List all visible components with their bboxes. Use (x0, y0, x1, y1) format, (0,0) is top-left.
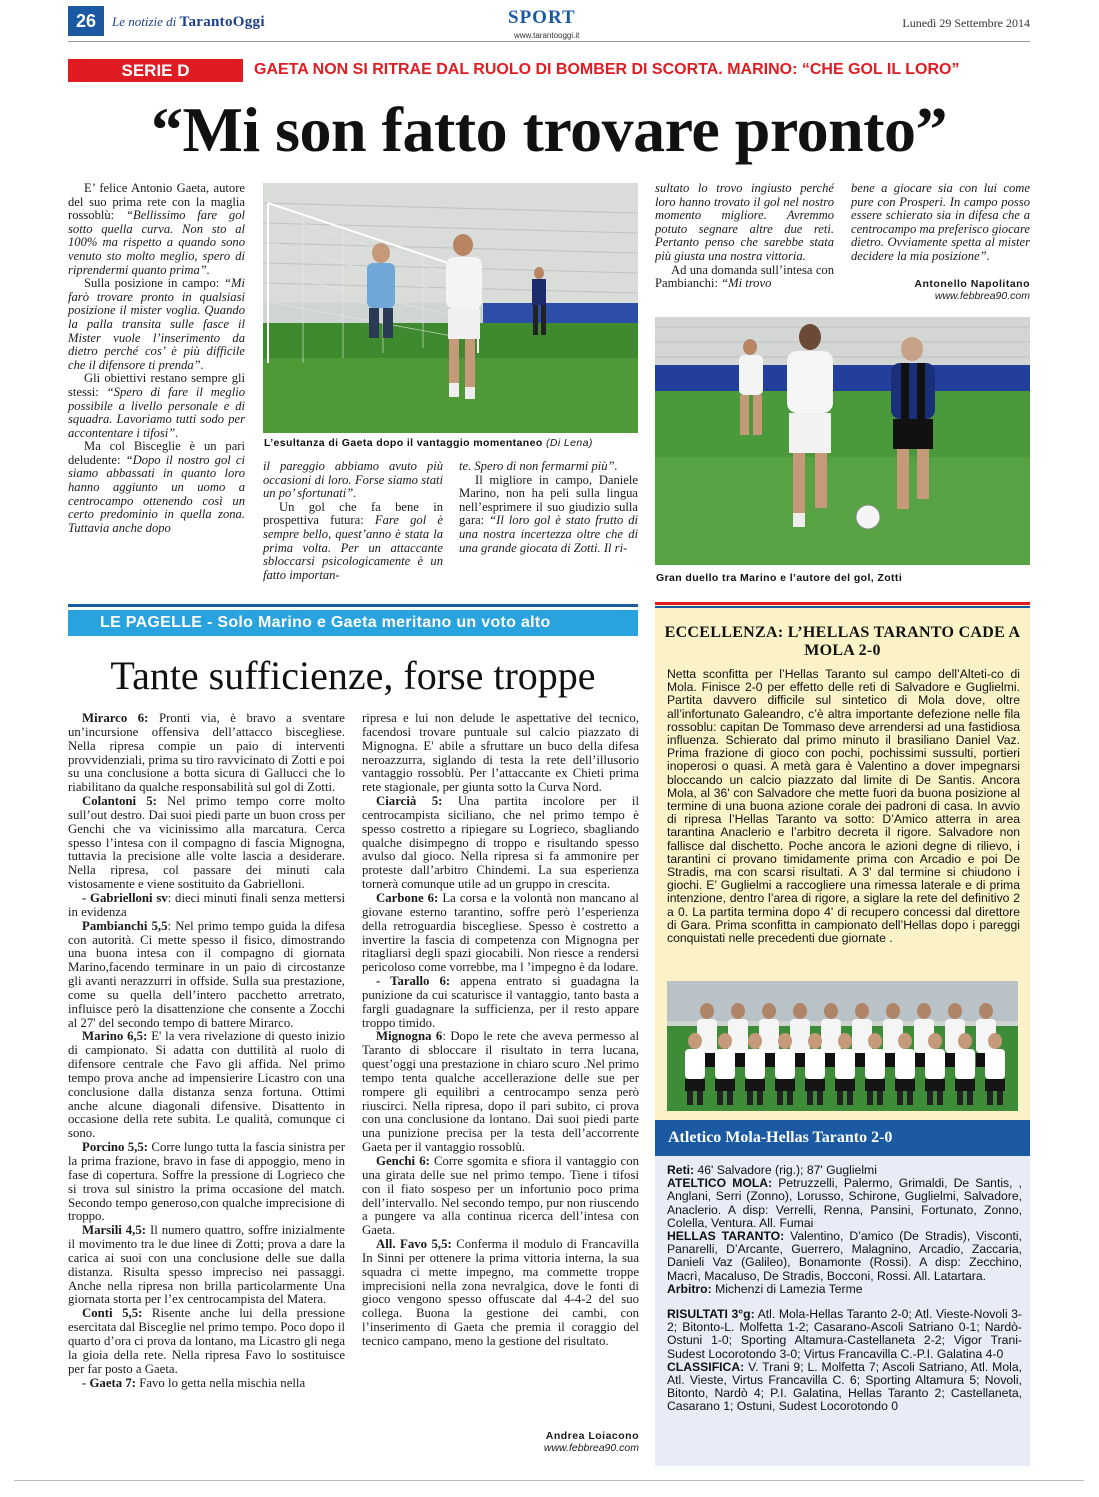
article-paragraph (459, 474, 638, 556)
classifica-text: V. Trani 9; L. Molfetta 7; Ascoli Satriano, Atl. Mola, Atl. Vieste, Virtus Francavilla C. 6; Sporting Altamura 5; Novoli, Bitonto, Nardò 4; P.I. Galatina, Hellas Taranto 2; Castellaneta, Casarano 1; Ostuni, Sudest Locorotondo 0 (667, 1359, 1022, 1414)
article-column-2 (263, 460, 443, 582)
player-rating (68, 795, 345, 892)
paragraph-text: Gli obiettivi restano sempre gli stessi: (68, 371, 245, 399)
paragraph-text: Un gol che fa bene in prospettiva futura: (263, 499, 443, 528)
match-risultati (667, 1308, 1022, 1361)
player-rating (68, 920, 345, 1031)
bottom-rule (14, 1480, 1084, 1481)
paragraph-text: Sulla posizione in campo: (84, 276, 224, 291)
player-rating (362, 712, 639, 795)
pagelle-author-site: www.febbrea90.com (543, 1442, 639, 1454)
player-comment: : Nel primo tempo guida la difesa con autorità. Ci mette spesso il fisico, dimostrando una buona intesa con il compagno di giornata Marino,facendo terminare in un paio di circostanze gli avanti nerazzurri in offside. Sulla sua prestazione, come su quella dell’intero pacchetto arretrato, influisce però la disattenzione che consente a Zocchi al 27' del secondo tempo di battere Mirarco. (68, 918, 345, 1030)
arbitro-text: Michenzi di Lamezia Terme (711, 1281, 863, 1296)
player-name: Marino 6,5: (82, 1029, 148, 1044)
player-name: Porcino 5,5: (82, 1140, 149, 1155)
sidebar-article: Netta sconfitta per l’Hellas Taranto sul campo dell’Alteti-co di Mola. Finisce 2-0 per effetto delle reti di Salvadore e Guglielmi. Partita davvero difficile sul sintetico di Mola dove, oltre all’infortunato Galeandro, c’è altra importante defezione nelle fila rossoblu: capitan De Tommaso deve arrendersi ad una fastidiosa influenza. Schierato dal primo minuto il brasiliano Daniel Vaz. Prima frazione di gioco con pochi, pochissimi sussulti, portieri inoperosi o quasi. A metà gara è Valentino a dover impegnarsi bloccando un calcio piazzato dal limite di De Santis. Ancora Mola, al 36' con Salvadore che mette fuori da buona posizione al termine di una buona azione corale dei padroni di casa. In avvio di ripresa l’Hellas Taranto va sotto: D’Amico atterra in area tarantina Anaclerio e l’arbitro decreta il rigore. Salvadore non fallisce dal dischetto. Poche ancora le azioni degne di rilievo, i tarantini ci provano timidamente prima con Arcadio e poi De Stradis, ma con scarsi risultati. A 3' dal termine si chiudono i giochi. E’ Guglielmi a raccogliere una rimessa laterale e di prima intenzione, dentro l’area di rigore, a siglare la rete del definitivo 2 a 0. La partita termina dopo 4' di recupero concessi dal direttore di Gara. Prima sconfitta in campionato dell’Hellas dopo i pareggi conquistati nelle precedenti due giornate . (667, 667, 1020, 946)
player-comment: Il numero quattro, soffre inizialmente il movimento tra le due linee di Zotti; prova a dare la carica ai suoi con una conclusione delle sue dalla distanza. Risulta spesso impreciso nei passaggi. Anche nella ripresa non brilla particolarmente Una giornata storta per l’ex centrocampista del Matera. (68, 1223, 345, 1307)
article-paragraph (851, 182, 1030, 264)
kicker-tag: SERIE D (68, 59, 243, 82)
player-rating (362, 1155, 639, 1238)
player-rating (362, 975, 639, 1030)
match-hellas (667, 1230, 1022, 1283)
player-comment: Favo lo getta nella mischia nella (136, 1375, 306, 1390)
pagelle-author: Andrea Loiacono (545, 1430, 639, 1442)
player-rating (68, 1377, 345, 1391)
masthead-brand (112, 14, 265, 31)
player-comment: ripresa e lui non delude le aspettative del tecnico, facendosi trovare puntuale sul calcio piazzato di Mignogna. E' abile a sfruttare un buco della difesa neroazzurra, siglando di testa la rete dell’illusorio vantaggio rossoblù. Per l’attaccante ex Chieti prima rete stagionale, per giunta sotto la Curva Nord. (362, 711, 639, 795)
paragraph-quote: te. Spero di non fermarmi più”. (459, 459, 618, 473)
match-bar: Atletico Mola-Hellas Taranto 2-0 (655, 1120, 1030, 1156)
player-name: Marsili 4,5: (82, 1223, 147, 1238)
reti-label: Reti: (667, 1163, 695, 1177)
pagelle-title: Tante sufficienze, forse troppe (110, 653, 596, 698)
brand-name: TarantoOggi (179, 14, 265, 30)
mola-text: Petruzzelli, Palermo, Grimaldi, De Santis, , Anglani, Serri (Zonno), Lorusso, Schirone, Guglielmi, Salvadore, Anaclerio. A disp: Verrelli, Renna, Pansini, Fortunato, Zonno, Colella, Ventura. All. Fumai (667, 1176, 1022, 1230)
hellas-text: Valentino, D’amico (De Stradis), Visconti, Panarelli, D’Arcante, Guerrero, Malagnino, Arcadio, Zaccaria, Danieli Vaz (Galileo), Bonamonte (Rossi). A disp: Zecchino, Macrì, Macaluso, De Stradis, Bocconi, Rossi. All. Latartara. (667, 1229, 1022, 1283)
mola-label: ATELTICO MOLA: (667, 1176, 773, 1191)
paragraph-text: Ma col Bisceglie è un pari deludente: (68, 439, 245, 467)
article-paragraph (459, 460, 638, 474)
player-rating (68, 1030, 345, 1141)
player-comment: La corsa e la volontà non mancano al giovane esterno tarantino, soffre però l’esperienza della retroguardia biscegliese. Spesso è costretto a invertire la fascia di competenza con Mignogna per ritagliarsi degli spazi giocabili. Non riesce a rendersi pericoloso come vorrebbe, ma l ’impegno è da lodare. (362, 890, 639, 975)
pagelle-column-right (362, 712, 639, 1349)
paragraph-quote: bene a giocare sia con lui come pure con Prosperi. In campo posso essere schierato sia in difesa che a centrocampo ma preferisco giocare dietro. Ovviamente spetta al mister decidere la mia posizione”. (851, 181, 1030, 263)
team-photo-image (667, 981, 1018, 1111)
player-name: Carbone 6: (376, 890, 439, 905)
article-paragraph (68, 440, 245, 535)
player-comment: Pronti via, è bravo a sventare un’incursione offensiva dell’attacco biscegliese. Nella ripresa compie un paio di interventi provvidenziali, prima su tiro ravvicinato di Zotti e poi su una conclusione a botta sicura di Gallucci che lo riabilitano da qualche responsabilità sul gol di Zotti. (68, 711, 345, 795)
player-rating (362, 1238, 639, 1349)
sidebar-title: ECCELLENZA: L’HELLAS TARANTO CADE A MOLA 2-0 (664, 624, 1021, 659)
match-mola (667, 1177, 1022, 1230)
article-paragraph (655, 182, 834, 264)
headline: “Mi son fatto trovare pronto” (150, 94, 948, 165)
player-comment: : Dopo le rete che aveva permesso al Taranto di sbloccare il risultato in terra lucana, quest’oggi una prestazione in chiaro scuro .Nel primo tempo tenta qualche accellerazione delle sue per rompere gli equilibri a centrocampo senza però riuscirci. Nella ripresa, dopo il pari subito, ci prova con una conclusione da lontano. Dai suoi piedi parte una punizione precisa per la testa dell’accorrente Gaeta per il vantaggio rossoblù. (362, 1029, 639, 1155)
article-paragraph (655, 264, 834, 291)
player-comment: Una partita incolore per il centrocampista siciliano, che nel primo tempo è spesso costretto a ripiegare su Logrieco, sbagliando qualche disimpegno di troppo e risultando spesso avulso dal gioco. Nella ripresa si fa ammonire per proteste dall’arbitro Chindemi. La sua esperienza tornerà comunque utile ad un gruppo in crescita. (362, 794, 639, 892)
player-name: - Gaeta 7: (82, 1375, 137, 1390)
risultati-text: Atl. Mola-Hellas Taranto 2-0; Atl. Vieste-Novoli 3-2; Bitonto-L. Molfetta 1-2; Casarano-Ascoli Satriano 0-1; Nardò-Ostuni 1-0; Sporting Altamura-Castellaneta 2-2; Vigor Trani-Sudest Locorotondo 3-0; Virtus Francavilla C.-P.I. Galatina 4-0 (667, 1307, 1022, 1361)
article-paragraph (68, 372, 245, 440)
team-photo (667, 981, 1018, 1111)
player-rating (362, 795, 639, 892)
player-rating (68, 712, 345, 795)
photo-gaeta-image (263, 183, 638, 433)
arbitro-label: Arbitro: (667, 1281, 712, 1296)
sidebar-rule-blue (655, 606, 1030, 608)
article-paragraph (263, 501, 443, 583)
match-arbitro (667, 1283, 1022, 1296)
brand-prefix: Le notizie di (112, 14, 177, 29)
player-name: All. Favo 5,5: (376, 1237, 452, 1252)
article-column-1 (68, 182, 245, 535)
player-comment: E' la vera rivelazione di questo inizio di campionato. Si adatta con duttilità al ruolo di difensore centrale che Favo gli affida. Nel primo tempo prova anche ad impensierire Licastro con una conclusione dalla distanza senza fortuna. Ottimi anche alcune diagonali difensive. Disattento in occasione della rete subita. Le qualità, comunque ci sono. (68, 1029, 346, 1141)
article-column-5 (851, 182, 1030, 264)
match-details (667, 1164, 1022, 1414)
paragraph-quote: “Spero di fare il meglio possibile a livello personale e di squadra. Lavoriamo tutti sodo per accontentare i tifosi”. (68, 384, 245, 440)
paragraph-quote: Fare gol è sempre bello, quest’anno è stata la prima volta. Per un attaccante sbloccarsi psicologicamente è un fatto importan- (263, 513, 443, 582)
page-number: 26 (68, 6, 104, 36)
classifica-label: CLASSIFICA: (667, 1359, 745, 1374)
site-url: www.tarantooggi.it (514, 31, 580, 40)
player-name: Genchi 6: (376, 1154, 430, 1168)
reti-text: 46' Salvadore (rig.); 87' Guglielmi (694, 1163, 877, 1177)
paragraph-quote: sultato lo trovo ingiusto perché loro hanno trovato il gol nel nostro momento migliore. Avremmo potuto segnare altre due reti. Pertanto penso che sarebbe stata più giusta una nostra vittoria. (655, 181, 834, 263)
player-comment: appena entrato si guadagna la punizione da cui scaturisce il vantaggio, tanto basta a fargli guadagnare la sufficienza, per il resto appare troppo timido. (362, 974, 640, 1030)
player-name: - Gabrielloni sv (82, 890, 168, 905)
article-column-3 (459, 460, 638, 555)
issue-date: Lunedì 29 Settembre 2014 (902, 16, 1030, 30)
section-title: SPORT (508, 7, 576, 28)
article-paragraph (68, 182, 245, 277)
photo-marino-zotti-duel (655, 317, 1030, 565)
paragraph-quote: “Mi farò trovare pronto in qualsiasi posizione il mister voglia. Quando la palla transita sulle fasce il Mister vuole l’inserimento da dietro perché cos’ è più difficile che il difensore ti prenda”. (68, 276, 245, 372)
paragraph-quote: il pareggio abbiamo avuto più occasioni di loro. Forse siamo stati un po’ sfortunati”. (263, 459, 443, 501)
paragraph-text: E’ felice Antonio Gaeta, autore del suo prima rete con la maglia rossoblù: (68, 181, 245, 223)
photo-gaeta-celebration (263, 183, 638, 433)
player-name: - Tarallo 6: (376, 974, 451, 989)
pagelle-rule (68, 604, 638, 607)
article-byline (851, 278, 1030, 302)
photo2-caption: Gran duello tra Marino e l’autore del gol, Zotti (656, 572, 903, 584)
article-column-4 (655, 182, 834, 291)
article-paragraph (68, 277, 245, 372)
player-name: Ciarcià 5: (376, 794, 443, 809)
player-comment: Corre lungo tutta la fascia sinistra per la prima frazione, bravo in fase di appoggio, meno in fase di copertura. Soffre la pressione di Logrieco che si trova sul sinistro la prima occasione del match. Secondo tempo generoso,con qualche imprecisione di troppo. (68, 1140, 345, 1224)
player-comment: Risente anche lui della pressione esercitata dal Bisceglie nel primo tempo. Poco dopo il quarto d’ora ci prova da lontano, ma Licastro gli nega la gioia della rete. Nella ripresa Favo lo sostituisce per far posto a Gaeta. (68, 1306, 345, 1376)
player-name: Conti 5,5: (82, 1306, 143, 1321)
player-name: Colantoni 5: (82, 794, 157, 809)
player-rating (362, 1030, 639, 1155)
player-comment: : dieci minuti finali senza mettersi in evidenza (68, 890, 346, 919)
player-rating (68, 1307, 345, 1376)
photo1-caption (264, 437, 593, 449)
paragraph-quote: “Dopo il nostro gol ci siamo abbassati in quanto loro hanno aggiunto un uomo a centrocampo ottenendo così un certo predominio in quella zona. Tuttavia anche dopo (68, 452, 245, 535)
player-rating (68, 1224, 345, 1307)
player-comment: Conferma il modulo di Francavilla In Sinni per ottenere la prima vittoria interna, la sua squadra ci mette impegno, ma commette troppe imprecisioni nella zona nevralgica, dove le fonti di gioco vengono spesso offuscate dal 4-4-2 del suo collega. Buona la gestione dei cambi, con l’inserimento di Gaeta che premia il coraggio del tecnico campano, meno la gestione del risultato. (362, 1237, 639, 1348)
player-rating (362, 892, 639, 975)
photo1-caption-text: L’esultanza di Gaeta dopo il vantaggio momentaneo (264, 437, 543, 449)
kicker-text: GAETA NON SI RITRAE DAL RUOLO DI BOMBER DI SCORTA. MARINO: “CHE GOL IL LORO” (254, 61, 960, 78)
risultati-label: RISULTATI 3°g: (667, 1307, 755, 1322)
player-comment: Nel primo tempo corre molto sull’out destro. Dai suoi piedi parte un buon cross per Genchi che va vicinissimo alla marcatura. Cerca spesso l’intesa con il compagno di fascia Mignogna, tuttavia la precisione alle volte lascia a desiderare. Nella ripresa, col passare dei minuti cala vistosamente e viene sostituito da Gabrielloni. (68, 794, 345, 892)
pagelle-byline (462, 1430, 639, 1454)
photo-duel-image (655, 317, 1030, 565)
player-name: Pambianchi 5,5 (82, 918, 168, 933)
pagelle-bar: LE PAGELLE - Solo Marino e Gaeta meritano un voto alto (68, 610, 638, 636)
article-author: Antonello Napolitano (914, 278, 1030, 290)
article-author-site: www.febbrea90.com (934, 290, 1030, 302)
page-header (68, 6, 1030, 42)
player-name: Mignogna 6 (376, 1029, 443, 1044)
player-comment: Corre sgomita e sfiora il vantaggio con una girata delle sue nel primo tempo. Tiene i tifosi con il fiato sospeso per un infortunio poco prima dell’intervallo. Nel secondo tempo, pur non riuscendo a pungere va alla continua ricerca dell’intesa con Gaeta. (362, 1154, 639, 1238)
hellas-label: HELLAS TARANTO: (667, 1229, 785, 1244)
match-classifica (667, 1361, 1022, 1414)
player-name: Mirarco 6: (82, 711, 149, 725)
player-rating (68, 1141, 345, 1224)
paragraph-quote: “Mi trovo (721, 276, 772, 291)
photo1-credit: (Di Lena) (545, 437, 593, 449)
paragraph-quote: “Il loro gol è stato frutto di una nostra incertezza oltre che di una grande giocata di Zotti. Il ri- (459, 513, 638, 555)
sidebar-rule-red (655, 602, 1030, 605)
article-paragraph (263, 460, 443, 501)
paragraph-text: Il migliore in campo, Daniele Marino, non ha peli sulla lingua nell’esprimere il suo giudizio sulla gara: (459, 472, 638, 528)
player-rating (68, 892, 345, 920)
paragraph-text: Ad una domanda sull’intesa con Pambianchi: (655, 262, 834, 291)
paragraph-quote: “Bellissimo fare gol sotto quella curva. Non sto al 100% ma rispetto a quando sono venuto sto molto meglio, spero di riprendermi quanto prima”. (68, 208, 245, 277)
pagelle-column-left (68, 712, 345, 1390)
